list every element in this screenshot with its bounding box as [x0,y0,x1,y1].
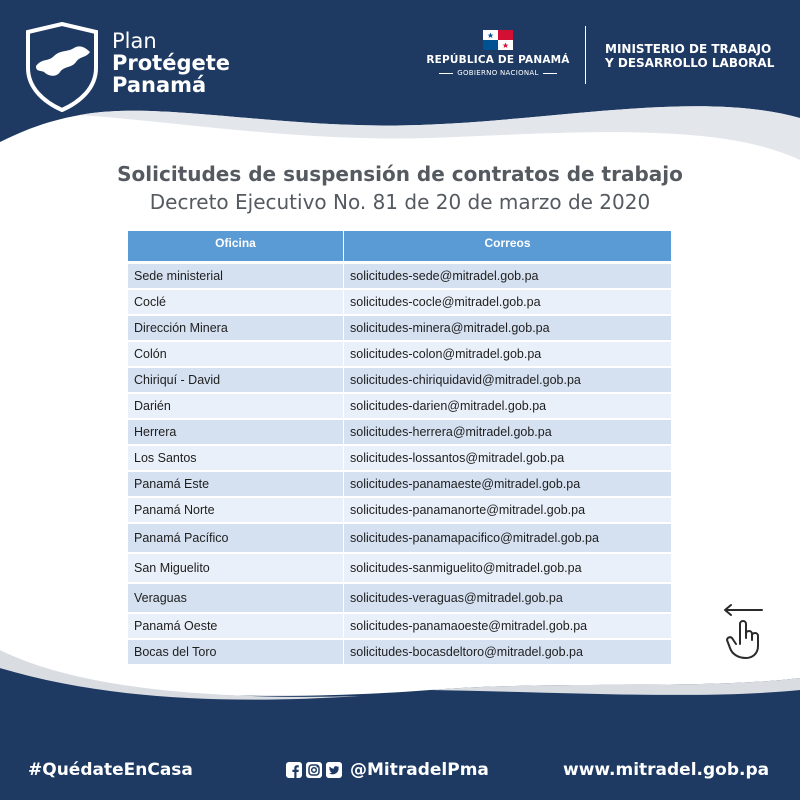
column-header-oficina: Oficina [128,231,344,261]
email-cell[interactable]: solicitudes-panamapacifico@mitradel.gob.pa [350,531,599,545]
office-cell: Panamá Oeste [128,614,344,638]
website-link[interactable]: www.mitradel.gob.pa [563,760,770,780]
twitter-icon[interactable] [326,762,342,778]
gov-title: REPÚBLICA DE PANAMÁ [426,54,570,66]
email-cell[interactable]: solicitudes-chiriquidavid@mitradel.gob.pa [350,373,581,387]
email-cell[interactable]: solicitudes-sanmiguelito@mitradel.gob.pa [350,561,582,575]
table-row [128,316,671,340]
social-handle[interactable]: @MitradelPma [350,760,489,780]
ministry-line-1: MINISTERIO DE TRABAJO [605,42,772,56]
swipe-hand-icon [720,600,766,662]
office-cell: Dirección Minera [128,316,344,340]
plan-protegete-logo [24,22,234,112]
panama-flag-icon [483,30,513,50]
logo-text [112,30,230,96]
email-cell[interactable]: solicitudes-panamaeste@mitradel.gob.pa [350,477,581,491]
ministry-name [605,42,774,70]
table-row [128,640,671,664]
email-cell[interactable]: solicitudes-sede@mitradel.gob.pa [350,269,539,283]
table-row [128,394,671,418]
hashtag: #QuédateEnCasa [28,760,193,780]
table-row [128,264,671,288]
table-header [128,231,671,261]
table-row [128,554,671,582]
header-divider [585,26,586,84]
table-row [128,290,671,314]
email-cell[interactable]: solicitudes-herrera@mitradel.gob.pa [350,425,552,439]
email-cell[interactable]: solicitudes-panamaoeste@mitradel.gob.pa [350,619,588,633]
table-row [128,524,671,552]
email-cell[interactable]: solicitudes-lossantos@mitradel.gob.pa [350,451,565,465]
office-cell: Sede ministerial [128,264,344,288]
office-cell: Panamá Norte [128,498,344,522]
shield-map-icon [24,22,100,112]
office-cell: Veraguas [128,584,344,612]
office-cell: Los Santos [128,446,344,470]
email-cell[interactable]: solicitudes-bocasdeltoro@mitradel.gob.pa [350,645,583,659]
email-cell[interactable]: solicitudes-colon@mitradel.gob.pa [350,347,542,361]
social-links [286,760,489,780]
logo-line-protegete: Protégete [112,51,231,75]
column-header-correos: Correos [484,236,531,250]
offices-table [128,231,671,666]
instagram-icon[interactable] [306,762,322,778]
email-cell[interactable]: solicitudes-darien@mitradel.gob.pa [350,399,547,413]
email-cell[interactable]: solicitudes-minera@mitradel.gob.pa [350,321,550,335]
ministry-line-2: Y DESARROLLO LABORAL [605,56,775,70]
email-cell[interactable]: solicitudes-cocle@mitradel.gob.pa [350,295,541,309]
table-row [128,498,671,522]
page-title: Solicitudes de suspensión de contratos de trabajo [117,162,683,186]
office-cell: Bocas del Toro [128,640,344,664]
logo-line-panama: Panamá [112,73,207,97]
logo-line-plan: Plan [112,29,157,53]
table-row [128,342,671,366]
table-row [128,614,671,638]
office-cell: Chiriquí - David [128,368,344,392]
page-subtitle: Decreto Ejecutivo No. 81 de 20 de marzo de 2020 [149,190,651,214]
office-cell: San Miguelito [128,554,344,582]
office-cell: Coclé [128,290,344,314]
office-cell: Herrera [128,420,344,444]
facebook-icon[interactable] [286,762,302,778]
government-block [418,30,578,90]
table-row [128,446,671,470]
gov-subtitle: GOBIERNO NACIONAL [418,69,578,77]
office-cell: Panamá Este [128,472,344,496]
office-cell: Panamá Pacífico [128,524,344,552]
table-row [128,472,671,496]
table-body [128,264,671,664]
table-row [128,368,671,392]
table-row [128,420,671,444]
office-cell: Darién [128,394,344,418]
office-cell: Colón [128,342,344,366]
table-row [128,584,671,612]
email-cell[interactable]: solicitudes-panamanorte@mitradel.gob.pa [350,503,586,517]
email-cell[interactable]: solicitudes-veraguas@mitradel.gob.pa [350,591,563,605]
